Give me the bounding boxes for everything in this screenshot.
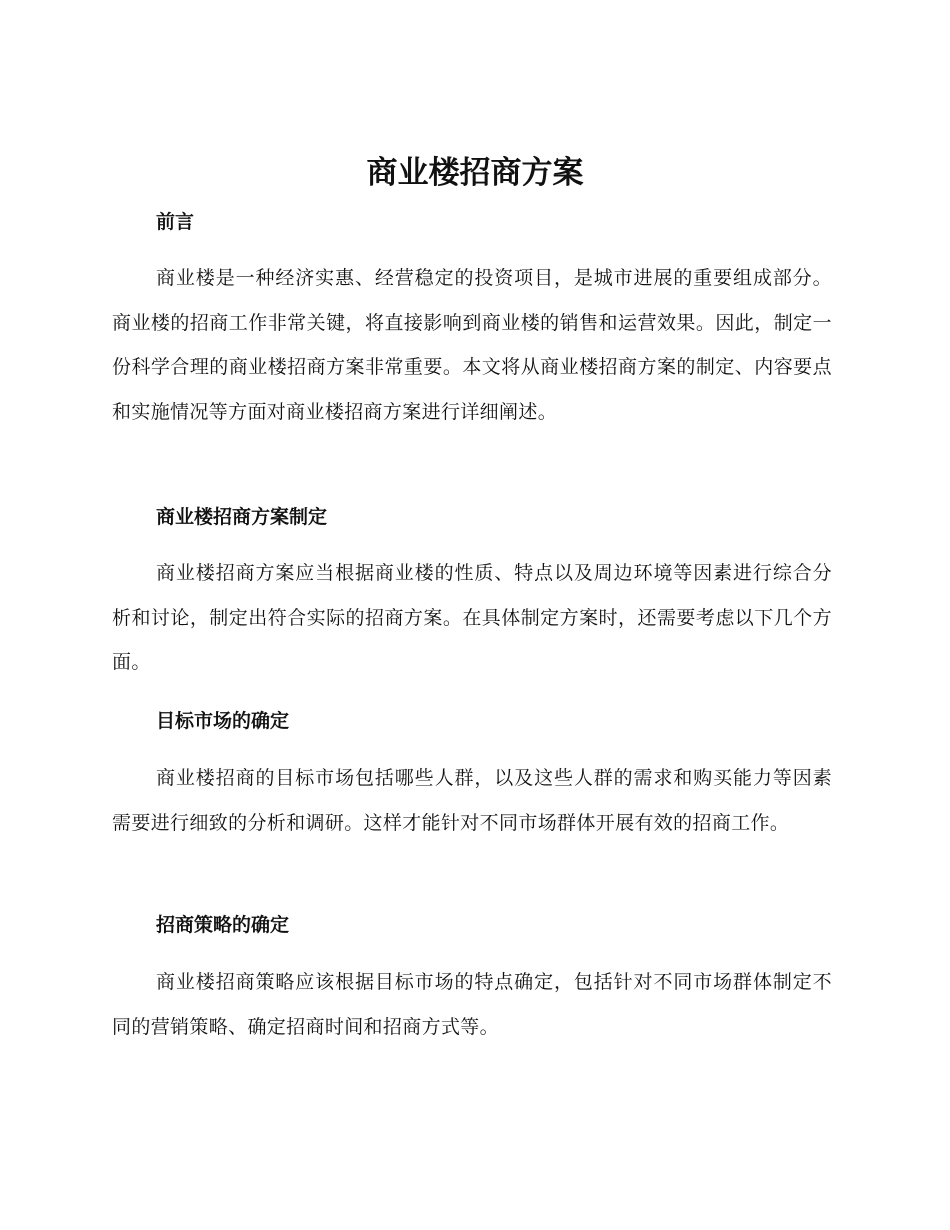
section-paragraph-target-market: 商业楼招商的目标市场包括哪些人群，以及这些人群的需求和购买能力等因素需要进行细致的分析和调研。这样才能针对不同市场群体开展有效的招商工作。 <box>112 767 832 834</box>
document-title: 商业楼招商方案 <box>366 155 584 191</box>
section-heading-strategy: 招商策略的确定 <box>156 914 290 936</box>
section-heading-preface: 前言 <box>156 211 195 233</box>
section-heading-plan-formulation: 商业楼招商方案制定 <box>156 506 328 528</box>
section-heading-target-market: 目标市场的确定 <box>156 710 290 732</box>
section-paragraph-preface: 商业楼是一种经济实惠、经营稳定的投资项目，是城市进展的重要组成部分。商业楼的招商工作非常关键，将直接影响到商业楼的销售和运营效果。因此，制定一份科学合理的商业楼招商方案非常重要。本文将从商业楼招商方案的制定、内容要点和实施情况等方面对商业楼招商方案进行详细阐述。 <box>112 267 832 423</box>
section-paragraph-strategy: 商业楼招商策略应该根据目标市场的特点确定，包括针对不同市场群体制定不同的营销策略、确定招商时间和招商方式等。 <box>112 971 832 1038</box>
section-paragraph-plan-formulation: 商业楼招商方案应当根据商业楼的性质、特点以及周边环境等因素进行综合分析和讨论，制定出符合实际的招商方案。在具体制定方案时，还需要考虑以下几个方面。 <box>112 562 832 673</box>
